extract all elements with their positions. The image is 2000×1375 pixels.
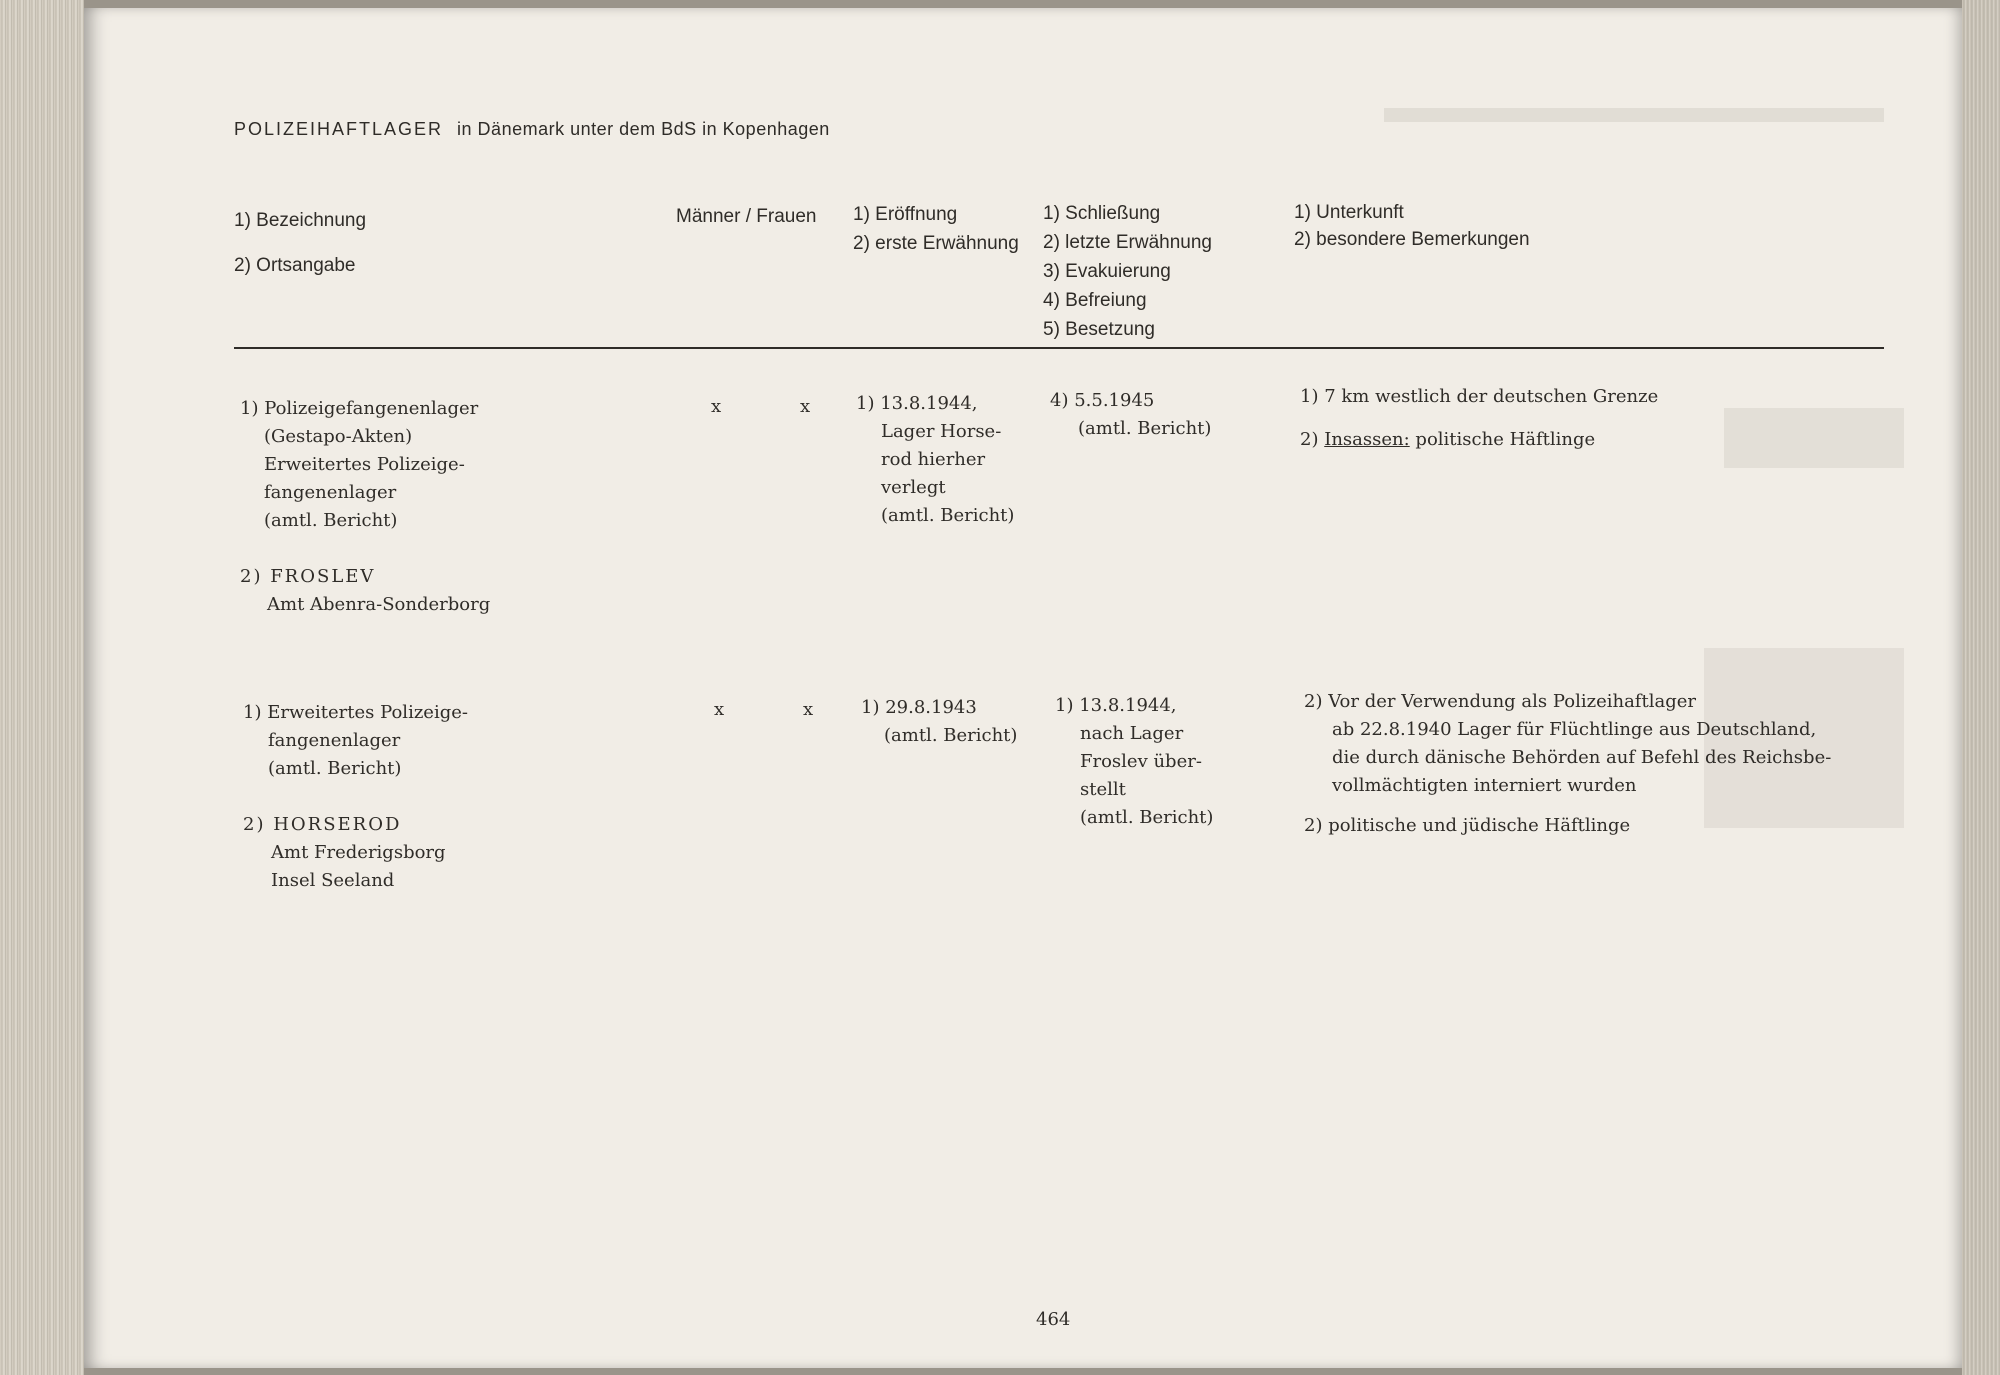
header-col4-line2: 2) letzte Erwähnung: [1043, 232, 1212, 253]
row2-closing-line2: nach Lager: [1080, 723, 1184, 744]
row2-place-line3: Insel Seeland: [271, 870, 395, 891]
row1-name-line3: Erweitertes Polizeige-: [264, 454, 465, 475]
row2-closing-line4: stellt: [1080, 779, 1126, 800]
row1-place-line2: Amt Abenra-Sonderborg: [267, 594, 491, 615]
row1-closing-line2: (amtl. Bericht): [1078, 418, 1212, 439]
header-col1-line2: 2) Ortsangabe: [234, 255, 356, 276]
row2-opening-line2: (amtl. Bericht): [884, 725, 1018, 746]
show-through-artifact: [1724, 408, 1904, 468]
show-through-artifact: [1384, 108, 1884, 122]
page-title: [234, 120, 830, 138]
title-main: POLIZEIHAFTLAGER: [234, 119, 444, 139]
row2-men-mark: x: [714, 699, 725, 720]
row2-remark-line1: 2) Vor der Verwendung als Polizeihaftlager: [1304, 691, 1696, 712]
row1-women-mark: x: [800, 396, 811, 417]
row1-remark-inmates-prefix: 2): [1300, 429, 1319, 450]
page-number: 464: [1036, 1309, 1071, 1330]
row1-opening-line3: rod hierher: [881, 449, 986, 470]
row1-opening-line4: verlegt: [881, 477, 946, 498]
row1-remark-inmates-text: politische Häftlinge: [1415, 429, 1596, 450]
row2-name-line1: 1) Erweitertes Polizeige-: [243, 702, 468, 723]
row2-remark-line2: ab 22.8.1940 Lager für Flüchtlinge aus Deutschland,: [1332, 719, 1817, 740]
row2-remark-line3: die durch dänische Behörden auf Befehl des Reichsbe-: [1332, 747, 1832, 768]
header-divider: [234, 347, 1884, 349]
row1-place-line1: 2) FROSLEV: [240, 566, 376, 587]
row2-closing-line5: (amtl. Bericht): [1080, 807, 1214, 828]
header-col4-line5: 5) Besetzung: [1043, 319, 1155, 340]
header-col3-line2: 2) erste Erwähnung: [853, 233, 1019, 254]
row2-opening-line1: 1) 29.8.1943: [861, 697, 977, 718]
row2-place-line1: 2) HORSEROD: [243, 814, 402, 835]
row1-men-mark: x: [711, 396, 722, 417]
row1-remark-location: 1) 7 km westlich der deutschen Grenze: [1300, 386, 1659, 407]
row2-closing-line1: 1) 13.8.1944,: [1055, 695, 1177, 716]
row1-name-line4: fangenenlager: [264, 482, 397, 503]
row1-opening-line1: 1) 13.8.1944,: [856, 393, 978, 414]
row1-remark-inmates: [1300, 431, 1595, 449]
header-col4-line3: 3) Evakuierung: [1043, 261, 1171, 282]
header-col2: Männer / Frauen: [676, 206, 817, 227]
row2-place-line2: Amt Frederigsborg: [271, 842, 446, 863]
row2-remark-inmates: 2) politische und jüdische Häftlinge: [1304, 815, 1631, 836]
row2-remark-line4: vollmächtigten interniert wurden: [1332, 775, 1637, 796]
row1-closing-line1: 4) 5.5.1945: [1050, 390, 1155, 411]
book-page-edges-right: [1962, 0, 2000, 1375]
book-page-edges-left: [0, 0, 84, 1375]
row1-name-line5: (amtl. Bericht): [264, 510, 398, 531]
header-col4-line1: 1) Schließung: [1043, 203, 1161, 224]
row2-women-mark: x: [803, 699, 814, 720]
row1-opening-line2: Lager Horse-: [881, 421, 1002, 442]
title-subtitle: in Dänemark unter dem BdS in Kopenhagen: [457, 119, 830, 139]
row1-name-line2: (Gestapo-Akten): [264, 426, 413, 447]
row2-name-line3: (amtl. Bericht): [268, 758, 402, 779]
row1-opening-line5: (amtl. Bericht): [881, 505, 1015, 526]
header-col4-line4: 4) Befreiung: [1043, 290, 1147, 311]
header-col5-line1: 1) Unterkunft: [1294, 202, 1404, 223]
header-col3-line1: 1) Eröffnung: [853, 204, 958, 225]
header-col5-line2: 2) besondere Bemerkungen: [1294, 229, 1530, 250]
row1-remark-inmates-label: Insassen:: [1324, 429, 1410, 450]
row2-name-line2: fangenenlager: [268, 730, 401, 751]
row2-closing-line3: Froslev über-: [1080, 751, 1202, 772]
row1-name-line1: 1) Polizeigefangenenlager: [240, 398, 479, 419]
header-col1-line1: 1) Bezeichnung: [234, 210, 367, 231]
